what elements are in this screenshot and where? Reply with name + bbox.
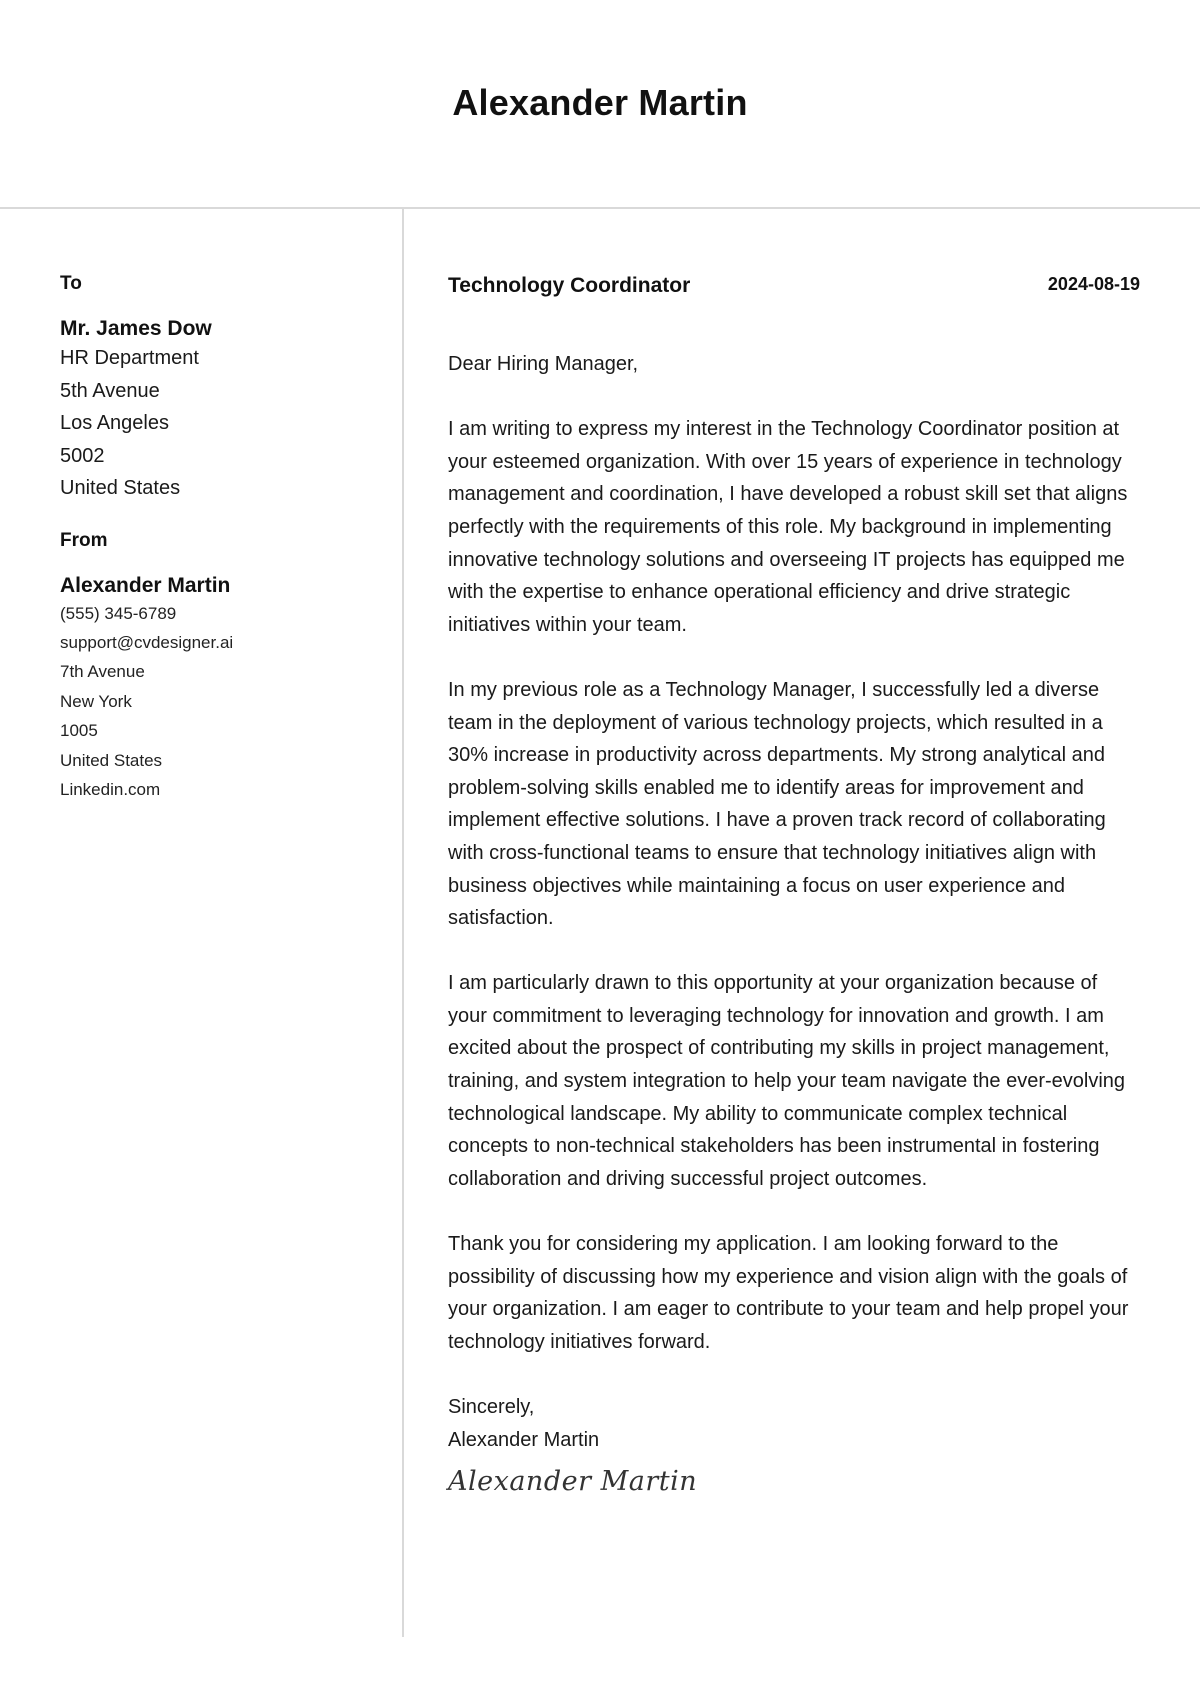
sender-postcode: 1005 <box>60 721 98 741</box>
recipient-street: 5th Avenue <box>60 379 160 402</box>
sender-city: New York <box>60 691 132 711</box>
job-title: Technology Coordinator <box>448 274 691 297</box>
paragraph-2: In my previous role as a Technology Manager, I successfully led a diverse team in the deployment of various technology projects, which resulted in a 30% increase in productivity across departments. My strong analytical and problem-solving skills enabled me to identify areas for improvement and implement effective solutions. I have a proven track record of collaborating with cross-functional teams to ensure that technology initiatives align with business objectives while maintaining a focus on user experience and satisfaction. <box>448 678 1106 930</box>
recipient-name: Mr. James Dow <box>60 317 212 340</box>
letter-header <box>0 0 1200 209</box>
sender-website: Linkedin.com <box>60 779 161 799</box>
closing-name: Alexander Martin <box>448 1428 600 1451</box>
letter-content <box>448 348 1140 1499</box>
sender-name: Alexander Martin <box>60 573 231 597</box>
letter-date: 2024-08-19 <box>1047 274 1140 294</box>
signature: Alexander Martin <box>448 1466 698 1498</box>
recipient-country: United States <box>60 477 181 499</box>
sender-street: 7th Avenue <box>60 662 145 682</box>
header-name: Alexander Martin <box>452 82 748 123</box>
sender-label: From <box>60 529 108 551</box>
recipient-city: Los Angeles <box>60 412 169 434</box>
recipient-department: HR Department <box>60 347 199 369</box>
sidebar <box>60 272 380 804</box>
recipient-postcode: 5002 <box>60 444 105 467</box>
sender-country: United States <box>60 750 163 770</box>
column-divider <box>402 209 404 1637</box>
recipient-label: To <box>60 273 82 294</box>
greeting: Dear Hiring Manager, <box>448 353 639 375</box>
sender-email: support@cvdesigner.ai <box>60 632 234 652</box>
closing: Sincerely, <box>448 1396 535 1418</box>
sender-phone: (555) 345-6789 <box>60 603 177 623</box>
paragraph-4: Thank you for considering my application. I am looking forward to the possibility of discussing how my experience and vision align with the goals of your organization. I am eager to contribute to your team and help propel your technology initiatives forward. <box>448 1233 1129 1353</box>
paragraph-1: I am writing to express my interest in the Technology Coordinator position at your esteemed organization. With over 15 years of experience in technology management and coordination, I have developed a robust skill set that aligns perfectly with the requirements of this role. My background in implementing innovative technology solutions and overseeing IT projects has equipped me with the expertise to enhance operational efficiency and drive strategic initiatives within your team. <box>448 418 1128 636</box>
paragraph-3: I am particularly drawn to this opportunity at your organization because of your commitment to leveraging technology for innovation and growth. I am excited about the prospect of contributing my skills in project management, training, and system integration to help your team navigate the ever-evolving technological landscape. My ability to communicate complex technical concepts to non-technical stakeholders has been instrumental in fostering collaboration and driving successful project outcomes. <box>448 972 1126 1190</box>
